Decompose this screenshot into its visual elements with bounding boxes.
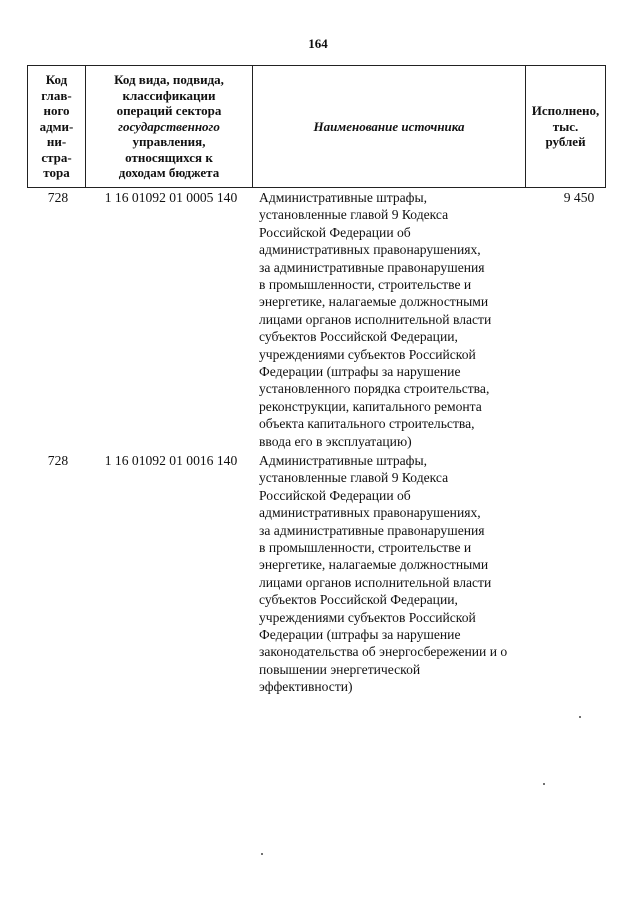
- name-line: реконструкции, капитального ремонта: [259, 398, 482, 414]
- amount-cell: 9 450: [563, 190, 595, 205]
- name-line: Административные штрафы,: [259, 453, 427, 468]
- header-line: глав-: [41, 87, 72, 103]
- name-line: субъектов Российской Федерации,: [259, 592, 458, 608]
- scan-speck: [543, 783, 545, 785]
- name-line: ввода его в эксплуатацию): [259, 433, 412, 449]
- name-line: эффективности): [259, 679, 353, 695]
- name-line: Административные штрафы,: [259, 190, 427, 205]
- header-line: Код: [45, 72, 68, 88]
- name-line: установленного порядка строительства,: [259, 381, 490, 397]
- header-line: тора: [43, 165, 70, 181]
- name-line: субъектов Российской Федерации,: [259, 329, 458, 345]
- header-line: стра-: [41, 149, 72, 165]
- name-line: за административные правонарушения: [259, 522, 485, 538]
- name-line: Федерации (штрафы за нарушение: [259, 627, 461, 643]
- name-line: учреждениями субъектов Российской: [259, 609, 476, 625]
- name-line: Российской Федерации об: [259, 224, 411, 240]
- header-classification-code: [86, 66, 253, 188]
- header-line: доходам бюджета: [118, 165, 220, 181]
- name-line: повышении энергетической: [259, 661, 421, 677]
- header-line: ни-: [46, 134, 67, 150]
- classification-code-cell: 1 16 01092 01 0005 140: [104, 190, 238, 205]
- name-line: в промышленности, строительстве и: [259, 540, 472, 556]
- name-line: административных правонарушениях,: [259, 505, 481, 521]
- header-line: государственного: [118, 118, 220, 134]
- name-line: за административные правонарушения: [259, 259, 485, 275]
- header-line: классификации: [122, 87, 216, 103]
- scan-speck: [579, 716, 581, 718]
- header-line: Исполнено,: [531, 103, 600, 119]
- name-line: учреждениями субъектов Российской: [259, 346, 476, 362]
- header-executed: [526, 66, 606, 188]
- source-name-cell: [259, 452, 527, 696]
- admin-code-cell: 728: [47, 190, 69, 205]
- header-source-name: [253, 66, 526, 188]
- header-line: рублей: [545, 134, 586, 150]
- name-line: Российской Федерации об: [259, 487, 411, 503]
- name-line: в промышленности, строительстве и: [259, 277, 472, 293]
- header-line: относящихся к: [125, 149, 213, 165]
- name-line: лицами органов исполнительной власти: [259, 311, 492, 327]
- name-line: законодательства об энергосбережении и о: [259, 644, 508, 660]
- classification-code-cell: 1 16 01092 01 0016 140: [104, 453, 238, 468]
- admin-code-cell: 728: [47, 453, 69, 468]
- name-line: энергетике, налагаемые должностными: [259, 557, 489, 573]
- header-line: адми-: [39, 118, 74, 134]
- header-line: ного: [43, 103, 70, 119]
- header-admin-code: [28, 66, 86, 188]
- page-number: 164: [308, 36, 328, 51]
- name-line: Федерации (штрафы за нарушение: [259, 364, 461, 380]
- scan-speck: [261, 853, 263, 855]
- name-line: лицами органов исполнительной власти: [259, 574, 492, 590]
- name-line: административных правонарушениях,: [259, 242, 481, 258]
- name-line: установленные главой 9 Кодекса: [259, 207, 449, 223]
- header-line: Код вида, подвида,: [114, 72, 224, 88]
- header-line: тыс.: [552, 118, 579, 134]
- header-line: управления,: [132, 134, 206, 150]
- name-line: установленные главой 9 Кодекса: [259, 470, 449, 486]
- header-line: операций сектора: [116, 103, 222, 119]
- table-header: [27, 65, 606, 188]
- name-line: энергетике, налагаемые должностными: [259, 294, 489, 310]
- source-name-cell: [259, 189, 527, 450]
- name-line: объекта капитального строительства,: [259, 416, 475, 432]
- header-line: Наименование источника: [313, 118, 465, 134]
